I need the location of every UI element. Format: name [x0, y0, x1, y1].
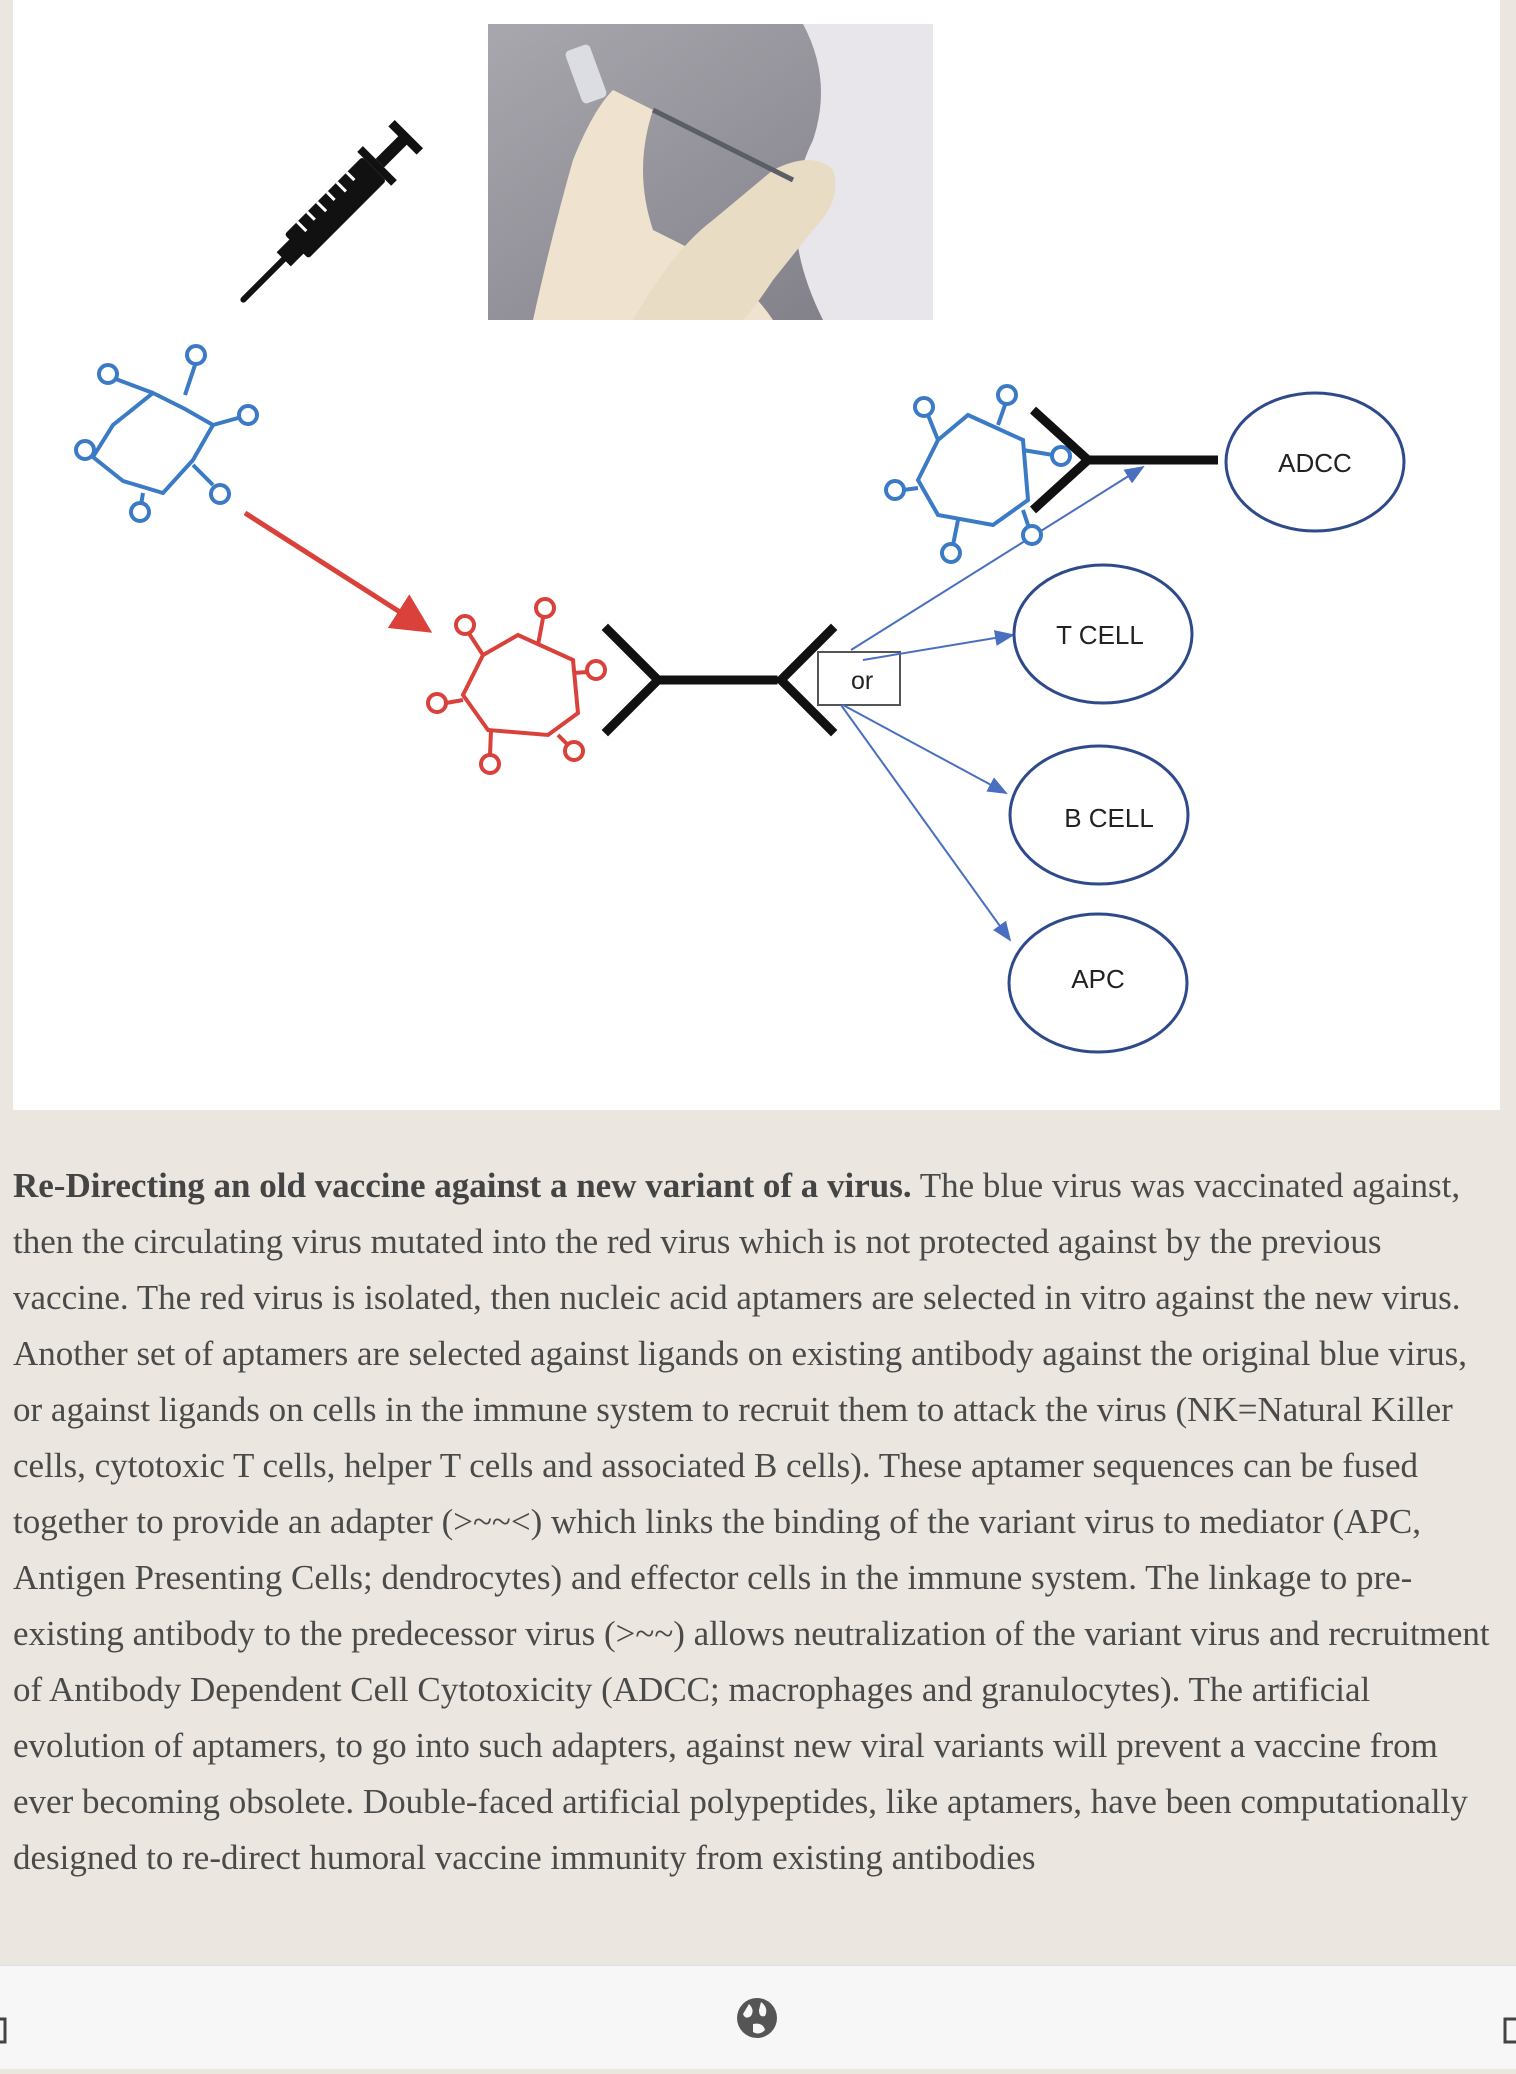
diagram [13, 0, 1500, 1110]
caption-body: The blue virus was vaccinated against, then the circulating virus mutated into the red virus which is not protected against by the previous vaccine. The red virus is isolated, then nucleic acid aptamers are selected in vitro against the new virus. Another set of aptamers are selected against ligands on existing antibody against the original blue virus, or against ligands on cells in the immune system to recruit them to attack the virus (NK=Natural Killer cells, cytotoxic T cells, helper T cells and associated B cells). These aptamer sequences can be fused together to provide an adapter (>~~<) which links the binding of the variant virus to mediator (APC, Antigen Presenting Cells; dendrocytes) and effector cells in the immune system. The linkage to pre-existing antibody to the predecessor virus (>~~) allows neutralization of the variant virus and recruitment of Antibody Dependent Cell Cytotoxicity (ADCC; macrophages and granulocytes). The artificial evolution of aptamers, to go into such adapters, against new viral variants will prevent a vaccine from ever becoming obsolete. Double-faced artificial polypeptides, like aptamers, have been computationally designed to re-direct humoral vaccine immunity from existing antibodies [13, 1166, 1490, 1877]
node-t-cell-label: T CELL [1056, 620, 1144, 650]
globe-icon[interactable] [737, 1998, 777, 2038]
caption-heading: Re-Directing an old vaccine against a new variant of a virus. [13, 1166, 912, 1205]
node-apc-label: APC [1071, 964, 1125, 994]
back-icon[interactable] [0, 2019, 5, 2042]
antibody-bound-virus-icon [886, 386, 1070, 562]
figure-panel [13, 0, 1500, 1110]
browser-bottom-bar [0, 1965, 1516, 2069]
aptamer-adapter [608, 630, 831, 730]
syringe-icon [226, 117, 425, 316]
vaccine-photo [488, 24, 933, 320]
tabs-icon[interactable] [1505, 2019, 1516, 2042]
variant-virus-icon [428, 599, 605, 773]
mutation-arrow [245, 513, 428, 630]
node-t-cell [1014, 565, 1192, 703]
or-label: or [851, 667, 874, 695]
node-adcc [1226, 393, 1404, 531]
node-b-cell-label: B CELL [1064, 803, 1154, 833]
node-apc [1009, 914, 1187, 1052]
bottom-bar-icons [0, 1966, 1516, 2069]
original-virus-icon [76, 346, 257, 521]
node-adcc-label: ADCC [1278, 448, 1352, 478]
figure-caption [13, 1158, 1503, 1886]
node-b-cell [1010, 746, 1188, 884]
